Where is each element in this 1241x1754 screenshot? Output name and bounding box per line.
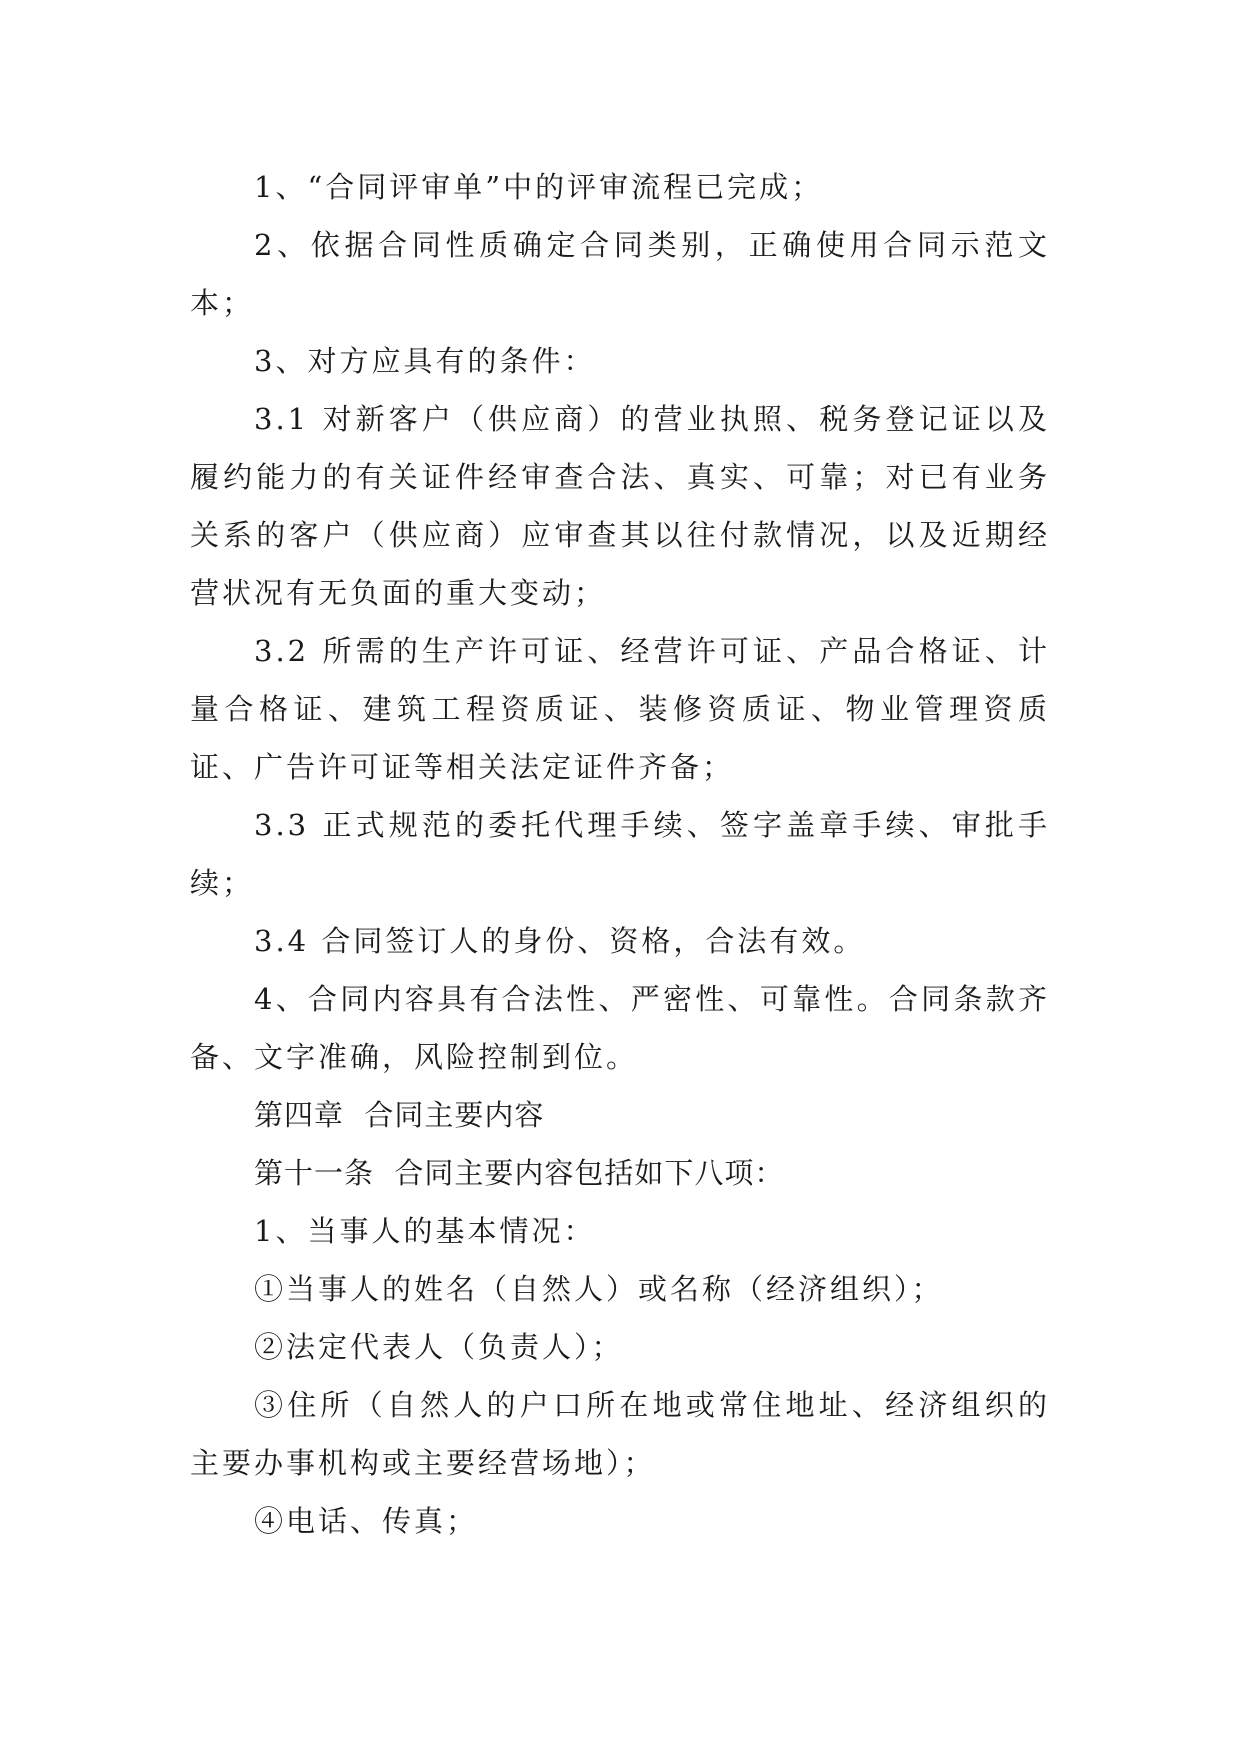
list-item-party-name: ①当事人的姓名（自然人）或名称（经济组织）； [254, 1272, 944, 1306]
paragraph-condition-3-2: 3.2 所需的生产许可证、经营许可证、产品合格证、计量合格证、建筑工程资质证、装修资质证、物业管理资质证、广告许可证等相关法定证件齐备； [190, 634, 1050, 784]
chapter-heading: 第四章 合同主要内容 [254, 1098, 545, 1132]
paragraph-condition-3-4: 3.4 合同签订人的身份、资格，合法有效。 [254, 924, 866, 958]
paragraph-review-complete: 1、“合同评审单”中的评审流程已完成； [254, 170, 824, 204]
list-item-phone-fax: ④电话、传真； [254, 1504, 479, 1538]
article-heading: 第十一条 合同主要内容包括如下八项： [254, 1156, 785, 1190]
paragraph-condition-3-1: 3.1 对新客户（供应商）的营业执照、税务登记证以及履约能力的有关证件经审查合法、真实、可靠；对已有业务关系的客户（供应商）应审查其以往付款情况，以及近期经营状况有无负面的重大变动； [190, 402, 1050, 610]
list-item-domicile: ③住所（自然人的户口所在地或常住地址、经济组织的主要办事机构或主要经营场地）； [190, 1388, 1050, 1480]
paragraph-contract-content-legal: 4、合同内容具有合法性、严密性、可靠性。合同条款齐备、文字准确，风险控制到位。 [190, 982, 1050, 1074]
paragraph-party-basics: 1、当事人的基本情况： [254, 1214, 596, 1248]
paragraph-condition-3-3: 3.3 正式规范的委托代理手续、签字盖章手续、审批手续； [190, 808, 1050, 900]
document-body [190, 158, 1050, 1550]
paragraph-counterparty-conditions: 3、对方应具有的条件： [254, 344, 596, 378]
paragraph-contract-category: 2、依据合同性质确定合同类别，正确使用合同示范文本； [190, 228, 1050, 320]
list-item-legal-representative: ②法定代表人（负责人）； [254, 1330, 624, 1364]
